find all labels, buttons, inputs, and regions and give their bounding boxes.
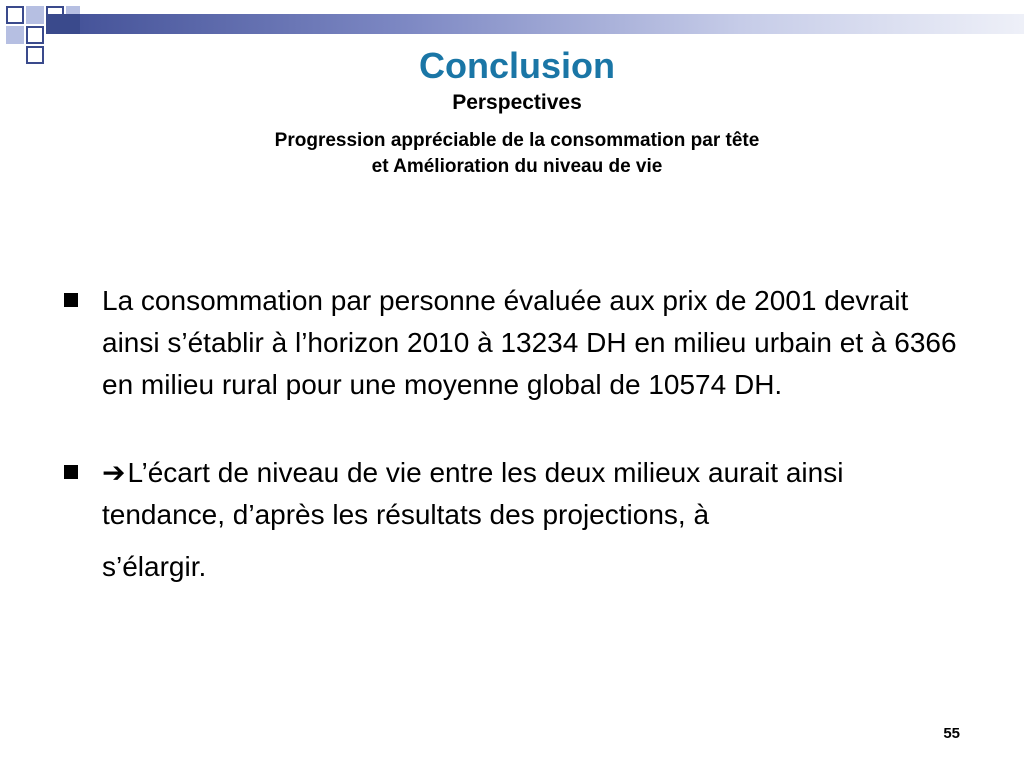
decor-square-outline [26, 26, 44, 44]
slide-title: Conclusion [419, 45, 615, 86]
subheading-line: et Amélioration du niveau de vie [371, 156, 663, 177]
bullet-item [62, 280, 962, 406]
slide-subheading [0, 128, 1024, 180]
square-bullet-icon [64, 293, 78, 307]
subheading-line: Progression appréciable de la consommation par tête [274, 130, 760, 151]
bullet-list [62, 280, 962, 588]
decor-square-light [26, 6, 44, 24]
bullet-text: L’écart de niveau de vie entre les deux milieux aurait ainsi tendance, d’après les résultats des projections, à [102, 457, 844, 530]
header-gradient-bar [80, 14, 1024, 34]
square-bullet-icon [64, 465, 78, 479]
bullet-text: La consommation par personne évaluée aux prix de 2001 devrait ainsi s’établir à l’horizon 2010 à 13234 DH en milieu urbain et à 6366 en milieu rural pour une moyenne global de 10574 DH. [102, 285, 957, 400]
bullet-text-continuation: s’élargir. [102, 551, 207, 582]
decor-square-outline [6, 6, 24, 24]
page-number: 55 [943, 725, 960, 742]
slide-subtitle: Perspectives [452, 91, 582, 114]
decor-square-light [6, 26, 24, 44]
decor-square-dark [46, 14, 80, 34]
right-arrow-icon: ➔ [102, 456, 126, 489]
bullet-item [62, 452, 962, 588]
